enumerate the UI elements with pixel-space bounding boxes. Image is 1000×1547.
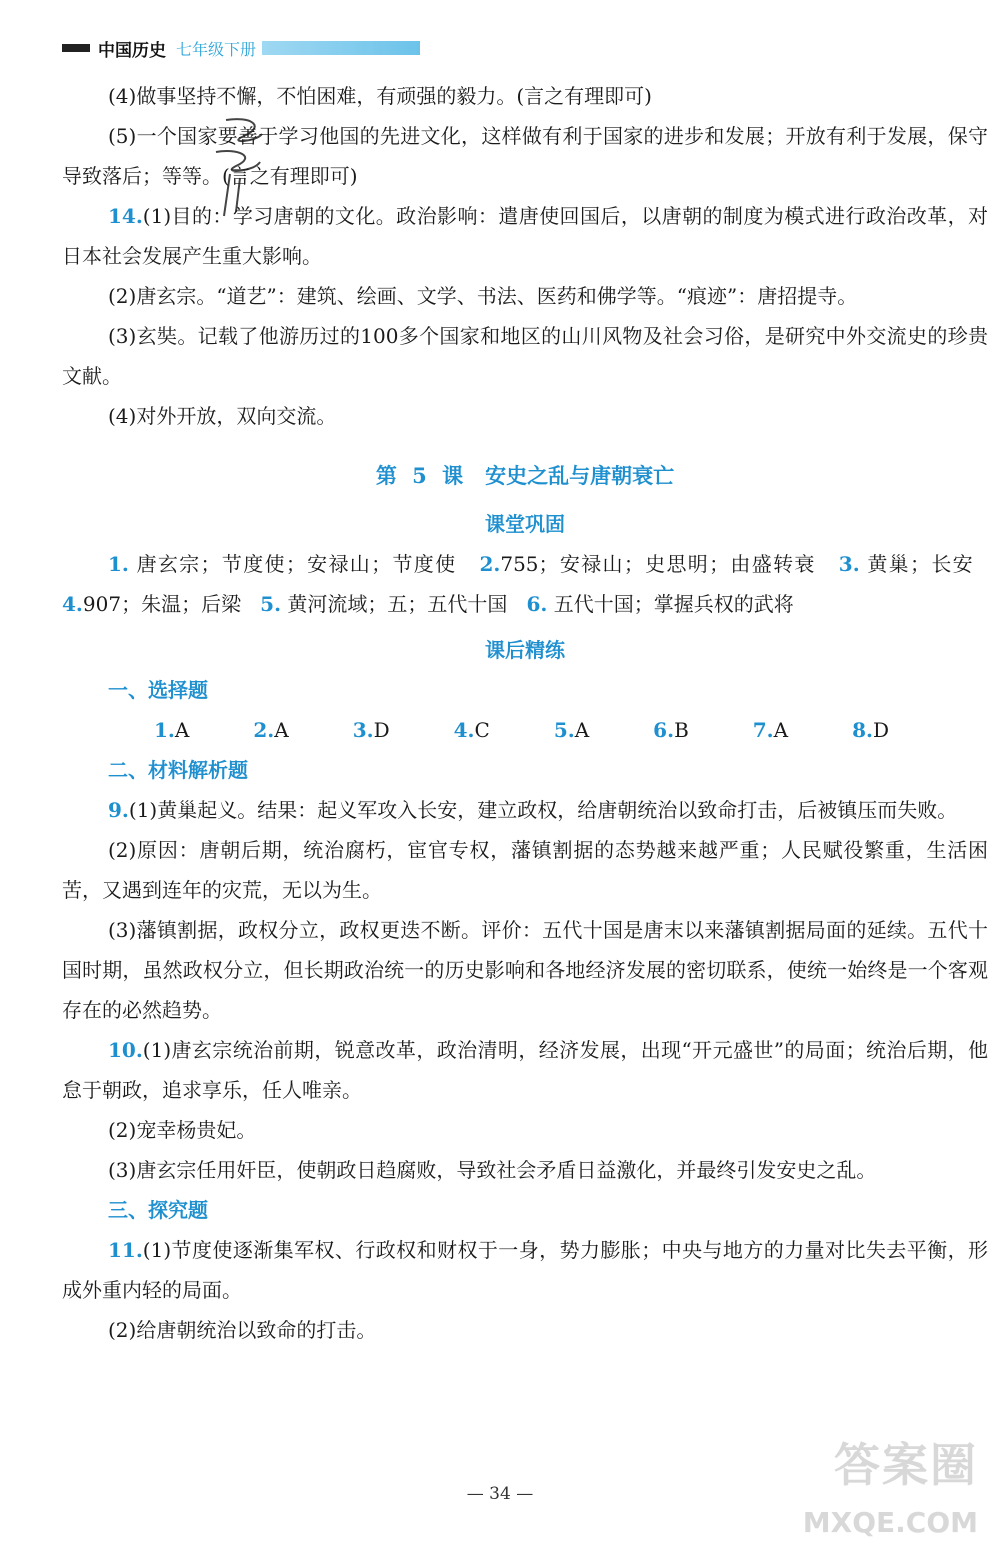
choice-answer: 4.C bbox=[453, 718, 490, 742]
class-answers bbox=[62, 544, 988, 624]
answer-9-2: (2)原因：唐朝后期，统治腐朽，宦官专权，藩镇割据的态势越来越严重；人民赋役繁重，生活困苦，又遇到连年的灾荒，无以为生。 bbox=[62, 838, 988, 902]
item-text: 五代十国；掌握兵权的武将 bbox=[553, 592, 794, 616]
answer-content bbox=[62, 76, 988, 1350]
answer-14-1 bbox=[62, 196, 988, 276]
question-number: 14. bbox=[108, 204, 143, 228]
answer-text: (1)黄巢起义。结果：起义军攻入长安，建立政权，给唐朝统治以致命打击，后被镇压而失败。 bbox=[128, 798, 958, 822]
answer-14-2: (2)唐玄宗。“道艺”：建筑、绘画、文学、书法、医药和佛学等。“痕迹”：唐招提寺。 bbox=[108, 284, 858, 308]
answer-13-4: (4)做事坚持不懈，不怕困难，有顽强的毅力。(言之有理即可) bbox=[108, 84, 652, 108]
section-after-title: 课后精练 bbox=[485, 638, 565, 662]
header-bar-decoration bbox=[62, 44, 90, 52]
item-number: 5. bbox=[260, 592, 282, 616]
choice-answer: 6.B bbox=[653, 718, 689, 742]
answer-9-3: (3)藩镇割据，政权分立，政权更迭不断。评价：五代十国是唐末以来藩镇割据局面的延续。五代十国时期，虽然政权分立，但长期政治统一的历史影响和各地经济发展的密切联系，使统一始终是一个客观存在的必然趋势。 bbox=[62, 918, 988, 1022]
answer-10-2: (2)宠幸杨贵妃。 bbox=[108, 1118, 257, 1142]
choice-answer: 2.A bbox=[253, 718, 289, 742]
answer-text: (1)唐玄宗统治前期，锐意改革，政治清明，经济发展，出现“开元盛世”的局面；统治后期，他怠于朝政，追求享乐，任人唯亲。 bbox=[62, 1038, 988, 1102]
answer-11-1 bbox=[62, 1230, 988, 1310]
item-text: 黄巢；长安 bbox=[867, 552, 974, 576]
part-2-title: 二、材料解析题 bbox=[108, 758, 248, 782]
part-3-title: 三、探究题 bbox=[108, 1198, 208, 1222]
item-text: 唐玄宗；节度使；安禄山；节度使 bbox=[136, 552, 457, 576]
item-number: 3. bbox=[838, 552, 860, 576]
answer-text: (1)节度使逐渐集军权、行政权和财权于一身，势力膨胀；中央与地方的力量对比失去平衡，形成外重内轻的局面。 bbox=[62, 1238, 988, 1302]
section-class-title: 课堂巩固 bbox=[485, 512, 565, 536]
answer-14-4: (4)对外开放，双向交流。 bbox=[108, 404, 337, 428]
lesson-number: 第 5 课 bbox=[375, 463, 464, 488]
watermark-logo: 答案圈 bbox=[834, 1438, 978, 1492]
header-stripe-decoration bbox=[262, 41, 420, 55]
answer-text: (1)目的：学习唐朝的文化。政治影响：遣唐使回国后，以唐朝的制度为模式进行政治改革，对日本社会发展产生重大影响。 bbox=[62, 204, 988, 268]
header-grade: 七年级下册 bbox=[176, 39, 257, 59]
question-number: 10. bbox=[108, 1038, 143, 1062]
lesson-title bbox=[62, 454, 988, 498]
answer-9-1 bbox=[62, 790, 988, 830]
choice-answer: 3.D bbox=[352, 718, 390, 742]
page-number: — 34 — bbox=[466, 1484, 534, 1504]
item-number: 2. bbox=[479, 552, 501, 576]
choice-answer: 1.A bbox=[154, 718, 190, 742]
watermark-url: MXQE.COM bbox=[802, 1506, 978, 1539]
item-text: 黄河流域；五；五代十国 bbox=[287, 592, 508, 616]
choice-answer: 5.A bbox=[553, 718, 590, 742]
item-text: 755；安禄山；史思明；由盛转衰 bbox=[500, 552, 816, 576]
part-1-title: 一、选择题 bbox=[108, 678, 208, 702]
item-number: 6. bbox=[526, 592, 548, 616]
page-header bbox=[62, 36, 420, 60]
question-number: 9. bbox=[108, 798, 129, 822]
item-number: 1. bbox=[108, 552, 129, 576]
answer-10-1 bbox=[62, 1030, 988, 1110]
choice-answer: 8.D bbox=[852, 718, 890, 742]
answer-10-3: (3)唐玄宗任用奸臣，使朝政日趋腐败，导致社会矛盾日益激化，并最终引发安史之乱。 bbox=[108, 1158, 877, 1182]
header-subject: 中国历史 bbox=[98, 40, 166, 61]
choice-answer: 7.A bbox=[752, 718, 789, 742]
item-text: 907；朱温；后梁 bbox=[82, 592, 242, 616]
item-number: 4. bbox=[62, 592, 83, 616]
site-watermark bbox=[776, 1429, 986, 1539]
answer-11-2: (2)给唐朝统治以致命的打击。 bbox=[108, 1318, 377, 1342]
question-number: 11. bbox=[108, 1238, 143, 1262]
choice-answers bbox=[62, 710, 988, 750]
answer-13-5: (5)一个国家要善于学习他国的先进文化，这样做有利于国家的进步和发展；开放有利于发展，保守导致落后；等等。(言之有理即可) bbox=[62, 124, 988, 188]
answer-14-3: (3)玄奘。记载了他游历过的100多个国家和地区的山川风物及社会习俗，是研究中外交流史的珍贵文献。 bbox=[62, 324, 988, 388]
lesson-name: 安史之乱与唐朝衰亡 bbox=[485, 463, 675, 488]
